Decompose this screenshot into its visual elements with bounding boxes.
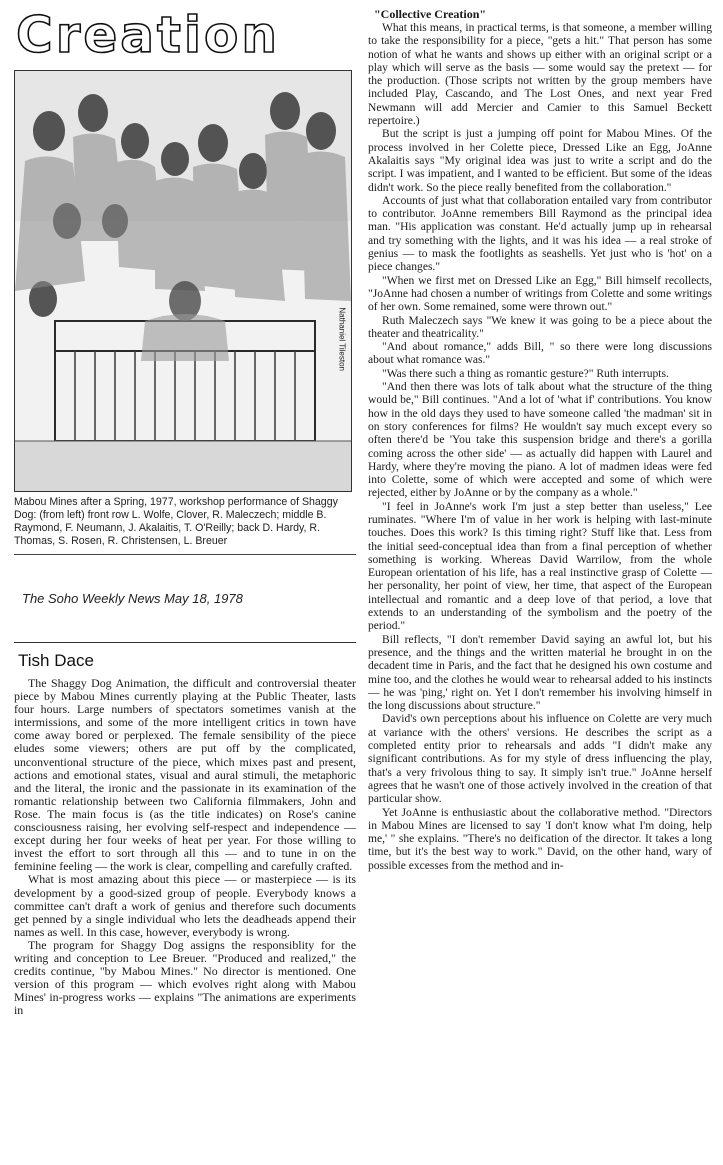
paragraph: The Shaggy Dog Animation, the difficult and controversial theater piece by Mabou Mines currently playing at the Public Theater, lasts four hours. Large numbers of spectators sometimes vanish at the intermissions, and some of the more intelligent critics in town have come away bored or perplexed. The female sensibility of the piece eludes some viewers; others are put off by the complicated, unconventional structure of the piece, which mixes past and present, actions and emotional states, visual and aural stimuli, the metaphoric and the literal, the ironic and the passionate in its examination of the romantic relationship between two California filmmakers, John and Rose. The main focus is (as the title indicates) on Rose's canine consciousness raising, her evolving self-respect and independence — except during her four weeks of heat per year. For those willing to invest the effort to sort through all this — and to tune in on the feminine feeling — the work is clear, compelling and carefully crafted.	[14, 676, 356, 874]
left-column	[14, 8, 356, 1017]
paragraph: "Was there such a thing as romantic gesture?" Ruth interrupts.	[382, 367, 669, 380]
paragraph: "And about romance," adds Bill, " so there were long discussions about what romance was."	[368, 341, 712, 367]
paragraph: Yet JoAnne is enthusiastic about the collaborative method. "Directors in Mabou Mines are licensed to say 'I don't know what I'm doing, help me,' " she explains. "There's no deification of the director. It takes a long time, but it's the best way to work." David, on the other hand, wary of possible excesses from the method and in-	[368, 806, 712, 872]
right-column	[368, 8, 712, 873]
paragraph: The program for Shaggy Dog assigns the responsiblity for the writing and conception to Lee Breuer. "Produced and realized," the credits continue, "by Mabou Mines." No director is mentioned. One version of this program — which evolves right along with Mabou Mines' in-progress works — explains "The animations are experiments in	[14, 937, 356, 1018]
paragraph: But the script is just a jumping off point for Mabou Mines. Of the process involved in her Colette piece, Dressed Like an Egg, JoAnne Akalaitis says "My original idea was just to write a script and do the script. I was impatient, and I wanted to be efficient. But some of the ideas didn't work. So the piece really benefited from the collaboration."	[368, 128, 712, 194]
section-rule	[14, 642, 356, 643]
masthead-title: Creation	[16, 6, 280, 64]
right-article-body	[368, 22, 712, 873]
paragraph: What this means, in practical terms, is that someone, a member willing to take the responsibility for a piece, "gets a hit." That person has some notion of what he wants and shows up either with an original script or a play which will serve as the basis — some would say the pretext — for the production. (Those scripts not written by the group members have included Play, Cascando, and The Lost Ones, and next year Fred Newmann will add Mercier and Camier to this Samuel Beckett repertoire.)	[368, 22, 712, 128]
left-article-body	[14, 677, 356, 1017]
photo-illustration	[15, 71, 351, 491]
paragraph: What is most amazing about this piece — or masterpiece — is its development by a good-sized group of people. Everybody knows a committee can't draft a work of genius and therefore such documents get penned by a single individual who lets the deadheads append their names as well. In this case, however, everybody is wrong.	[14, 872, 356, 939]
paragraph: "And then there was lots of talk about what the structure of the thing would be," Bill continues. "And a lot of 'what if' contributions. You know how in the old days they used to have someone called 'the madman' sit in on story conferences for films? He wouldn't say much except every so often there'd be 'You take this suspension bridge and there's a gorilla coming across the other side' — as actually did happen with Laurel and Hardy, where they're moving the piano. A lot of madmen ideas were fed into Colette, some of which were accepted and some of which were rejected, either by JoAnne or by the company as a whole."	[368, 381, 712, 500]
photo-credit: Nathaniel Tileston	[338, 307, 347, 371]
paragraph: "I feel in JoAnne's work I'm just a step better than useless," Lee ruminates. "Where I'm of value in her work is helping with last-minute touches. Does this work? Is this timing right? Stuff like that. Less from the initial seed-conceptual idea than from a final perception of whether something is working. Whereas David Warrilow, from the whole European orientation of his life, has a real instinctive grasp of Colette — her personality, her point of view, her time, that aspect of the European intellectual and romantic and a deep love of that period, a love that extends to an understanding of the symbolism and the poetry of the period."	[368, 500, 712, 633]
paragraph: Ruth Maleczech says "We knew it was going to be a piece about the theater and theatricality."	[368, 314, 712, 340]
group-photo	[14, 70, 352, 492]
photo-caption: Mabou Mines after a Spring, 1977, workshop performance of Shaggy Dog: (from left) front row L. Wolfe, Clover, R. Maleczech; middle B. Raymond, F. Neumann, J. Akalaitis, T. O'Reilly; back D. Hardy, R. Thomas, S. Rosen, R. Christensen, L. Breuer	[14, 496, 356, 555]
paragraph: David's own perceptions about his influence on Colette are very much at variance with the others' versions. He describes the script as a completed entity prior to rehearsals and adds "I didn't make any significant contributions. As for my style of dress influencing the play, that's a very frivolous thing to say. It simply isn't true." JoAnne herself agrees that he wasn't one of those actively involved in the creation of that particular show.	[368, 713, 712, 806]
paragraph: "When we first met on Dressed Like an Egg," Bill himself recollects, "JoAnne had chosen a number of writings from Colette and some writings of her own. Some remained, some were thrown out."	[368, 274, 712, 314]
paragraph: Accounts of just what that collaboration entailed vary from contributor to contributor. JoAnne remembers Bill Raymond as the principal idea man. "His application was constant. He'd actually jump up in rehearsal and try something with the lights, and it was his idea — a real stroke of genius — to mask the footlights as seashells. Yet just who is 'hot' on a piece changes."	[368, 194, 712, 274]
byline: Tish Dace	[18, 651, 94, 670]
paragraph: Bill reflects, "I don't remember David saying an awful lot, but his presence, and the things and the written material he brought in on the decadent time in Paris, and the fact that he designed his own costume and mine too, and the clothes he would wear to rehearsal added to his instincts — he was 'ping,' right on. Yet I don't remember his involving himself in the long discussions about structure."	[368, 633, 712, 713]
publication-line: The Soho Weekly News May 18, 1978	[22, 591, 243, 606]
section-subhead: "Collective Creation"	[374, 7, 487, 21]
